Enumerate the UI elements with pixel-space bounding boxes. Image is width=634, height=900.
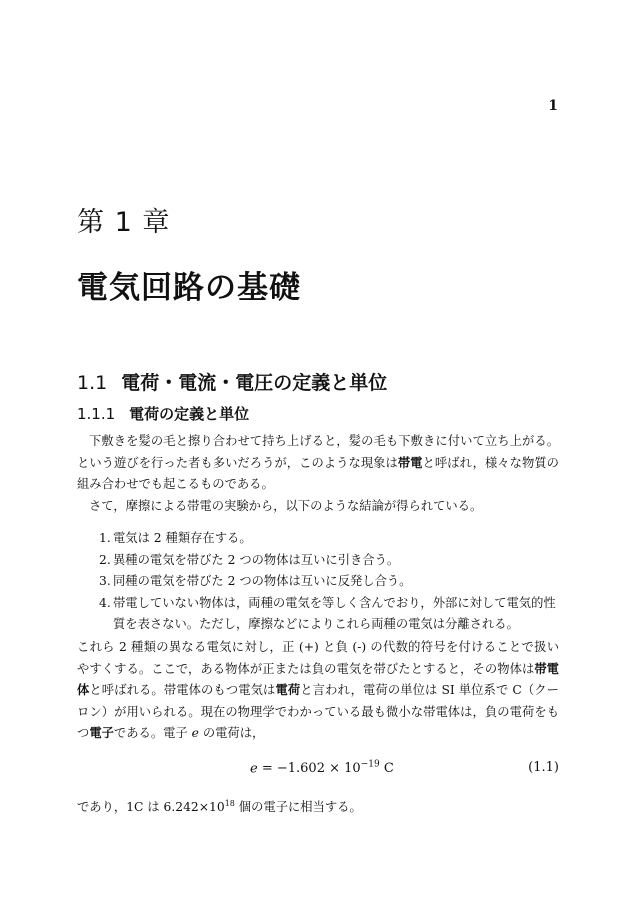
para3-text-5: の電荷は，: [198, 726, 265, 741]
section-heading: [77, 368, 387, 395]
term-denka: 電荷: [275, 683, 301, 698]
paragraph-4: [77, 793, 559, 819]
list-item: [77, 571, 559, 593]
list-item-number: 2.: [99, 552, 111, 567]
list-item-text: 異種の電気を帯びた 2 つの物体は互いに引き合う。: [113, 552, 400, 567]
equation-unit: C: [383, 761, 394, 777]
para3-text-1: これら 2 種類の異なる電気に対し，正 (+) と負 (-) の代数的符号を付けることで扱いやすくする。ここで，ある物体が正または負の電気を帯びたとすると，その物体は: [77, 640, 559, 676]
section-number: 1.1: [77, 372, 108, 394]
list-item: [77, 550, 559, 572]
paragraph-2: さて，摩擦による帯電の実験から，以下のような結論が得られている。: [89, 499, 483, 513]
list-item-text: 帯電していない物体は，両種の電気を等しく含んでおり，外部に対して電気的性質を表さない。ただし，摩擦などによりこれら両種の電気は分離される。: [113, 595, 556, 632]
section-title: 電荷・電流・電圧の定義と単位: [121, 372, 388, 394]
equation-lhs: e: [250, 761, 258, 777]
para1-text-2: と呼ばれ，様々な物質の組み合わせでも起こるものである。: [77, 455, 559, 492]
term-taiden: 帯電: [397, 455, 423, 470]
para4-text-2: 個の電子に相当する。: [234, 800, 362, 815]
equation-rhs: = −1.602 × 10: [261, 761, 361, 777]
para3-text-3: と言われ，電荷の単位は SI 単位系で C（クーロン）が用いられる。現在の物理学でわかっている最も微小な帯電体は，負の電荷をもつ: [77, 683, 559, 741]
list-item-number: 4.: [99, 595, 111, 610]
list-item-text: 同種の電気を帯びた 2 つの物体は互いに反発し合う。: [113, 574, 412, 589]
para4-text-1: であり，1C は 6.242×10: [77, 800, 225, 815]
equation-number: (1.1): [528, 760, 559, 775]
para3-text-2: と呼ばれる。帯電体のもつ電気は: [89, 683, 276, 698]
equation-body: [250, 760, 394, 776]
page-number: 1: [548, 98, 558, 114]
para1-text-1: 下敷きを髪の毛と擦り合わせて持ち上げると，髪の毛も下敷きに付いて立ち上がる。という遊びを行った者も多いだろうが，このような現象は: [77, 434, 559, 470]
list-item-text: 電気は 2 種類存在する。: [113, 531, 252, 545]
term-taidentai: 帯電体: [77, 661, 559, 698]
subsection-number: 1.1.1: [77, 405, 116, 423]
variable-e: e: [191, 726, 199, 741]
conclusion-list: [77, 528, 559, 636]
list-item-number: 1.: [99, 531, 111, 545]
chapter-title: 電気回路の基礎: [77, 270, 301, 306]
equation-exponent: −19: [360, 760, 380, 770]
chapter-label: 第 1 章: [77, 207, 171, 238]
para3-text-4: である。電子: [113, 726, 192, 741]
list-item: [77, 528, 559, 550]
subsection-title: 電荷の定義と単位: [129, 405, 250, 423]
term-denshi: 電子: [89, 726, 114, 741]
subsection-heading: [77, 403, 249, 424]
paragraph-3: [77, 637, 559, 745]
para4-exponent: 18: [224, 799, 235, 808]
list-item: [77, 593, 559, 636]
list-item-number: 3.: [99, 574, 111, 589]
paragraph-1: [77, 431, 559, 496]
